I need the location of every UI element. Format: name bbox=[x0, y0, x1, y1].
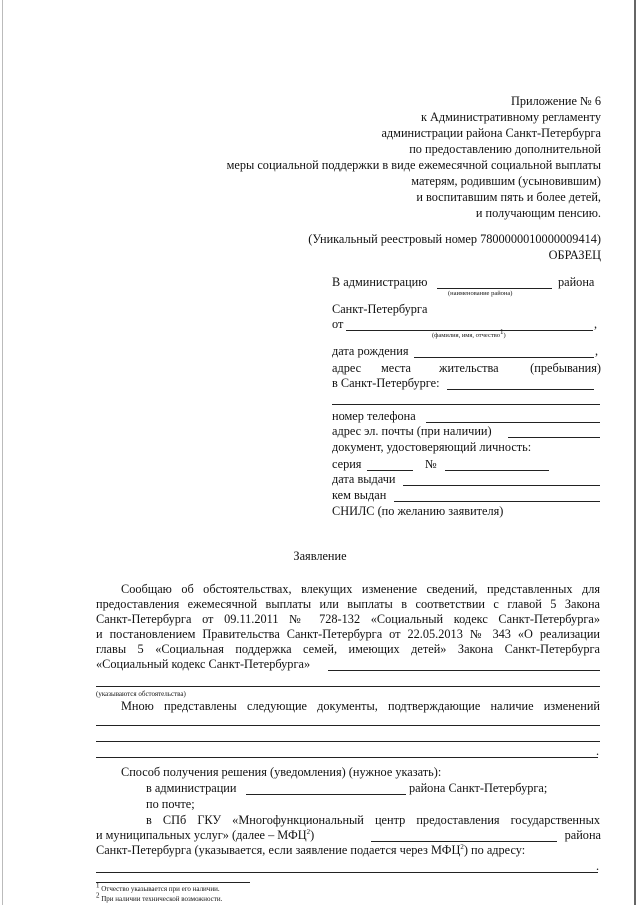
document-title: Заявление bbox=[293, 549, 347, 563]
issue-date-label: дата выдачи bbox=[332, 472, 396, 486]
series-field[interactable] bbox=[367, 470, 413, 471]
snils-label: СНИЛС (по желанию заявителя) bbox=[332, 504, 504, 518]
sample-label: ОБРАЗЕЦ bbox=[548, 248, 601, 262]
district-field[interactable] bbox=[437, 288, 552, 289]
option-mfc-line-2: и муниципальных услуг» (далее – МФЦ$^2$) bbox=[96, 827, 315, 842]
district-hint: (наименование района) bbox=[448, 290, 513, 297]
header-line: и воспитавшим пять и более детей, bbox=[416, 190, 601, 204]
mfc-address-field[interactable] bbox=[96, 872, 598, 873]
body-line-1: Сообщаю об обстоятельствах, влекущих изменение сведений, представленных для bbox=[121, 582, 600, 596]
option-admin-tail: района Санкт-Петербурга; bbox=[409, 781, 548, 795]
issued-by-field[interactable] bbox=[394, 501, 600, 502]
footnote-separator bbox=[96, 882, 250, 883]
header-line: матерям, родившим (усыновившим) bbox=[411, 174, 601, 188]
option-mfc-line-3: Санкт-Петербурга (указывается, если заявление подается через МФЦ$^2$) по адресу: bbox=[96, 842, 526, 857]
scan-edge-right bbox=[634, 0, 636, 905]
circumstances-hint: (указываются обстоятельства) bbox=[96, 690, 186, 698]
city-label: Санкт-Петербурга bbox=[332, 302, 428, 316]
id-document-label: документ, удостоверяющий личность: bbox=[332, 440, 532, 454]
header-line: к Административному регламенту bbox=[420, 110, 601, 124]
footnote-1: $^1$ Отчество указывается при его наличии. bbox=[96, 881, 220, 893]
birth-date-label: дата рождения bbox=[332, 344, 409, 358]
residence-word-1: адрес bbox=[332, 361, 362, 375]
option-mfc-line-1: в СПб ГКУ «Многофункциональный центр предоставления государственных bbox=[146, 813, 600, 827]
body-line-3: Санкт-Петербурга от 09.11.2011 № 728-132 «Социальный кодекс Санкт-Петербурга» bbox=[96, 612, 600, 626]
documents-field-2[interactable] bbox=[96, 741, 600, 742]
body-line-6: «Социальный кодекс Санкт-Петербурга» bbox=[96, 657, 311, 671]
header-line: меры социальной поддержки в виде ежемесячной социальной выплаты bbox=[226, 158, 601, 172]
registry-number: (Уникальный реестровый номер 7800000010000009414) bbox=[308, 232, 601, 246]
documents-field-3[interactable] bbox=[96, 757, 598, 758]
comma: , bbox=[595, 344, 599, 358]
residence-word-2: места bbox=[381, 361, 411, 375]
phone-label: номер телефона bbox=[332, 409, 416, 423]
phone-field[interactable] bbox=[426, 422, 600, 423]
option-mfc-district: района bbox=[564, 828, 601, 842]
applicant-name-field[interactable] bbox=[346, 330, 593, 331]
number-field[interactable] bbox=[445, 470, 549, 471]
period: . bbox=[596, 859, 600, 873]
from-label: от bbox=[332, 317, 344, 331]
body-line-5: главы 5 «Социальная поддержка семей, имеющих детей» Закона Санкт-Петербурга bbox=[96, 642, 600, 656]
documents-field-1[interactable] bbox=[96, 725, 600, 726]
residence-word-4: (пребывания) bbox=[530, 361, 601, 375]
issued-by-label: кем выдан bbox=[332, 488, 387, 502]
header-line: администрации района Санкт-Петербурга bbox=[381, 126, 601, 140]
number-label: № bbox=[425, 457, 437, 471]
residence-word-3: жительства bbox=[439, 361, 499, 375]
option-admin-label: в администрации bbox=[146, 781, 237, 795]
body-line-2: предоставления ежемесячной выплаты или выплаты в соответствии с главой 5 Закона bbox=[96, 597, 600, 611]
series-label: серия bbox=[332, 457, 362, 471]
body-line-4: и постановлением Правительства Санкт-Петербурга от 22.05.2013 № 343 «О реализации bbox=[96, 627, 600, 641]
method-label: Способ получения решения (уведомления) (нужное указать): bbox=[121, 765, 442, 779]
email-label: адрес эл. почты (при наличии) bbox=[332, 424, 492, 438]
period: . bbox=[596, 744, 600, 758]
circumstances-field[interactable] bbox=[328, 670, 600, 671]
comma: , bbox=[594, 317, 598, 331]
to-admin-label: В администрацию bbox=[332, 275, 428, 289]
birth-date-field[interactable] bbox=[414, 357, 594, 358]
residence-field-continued[interactable] bbox=[332, 404, 600, 405]
appendix-number: Приложение № 6 bbox=[510, 94, 601, 108]
mfc-field[interactable] bbox=[371, 841, 557, 842]
documents-statement: Мною представлены следующие документы, подтверждающие наличие изменений bbox=[121, 699, 600, 713]
issue-date-field[interactable] bbox=[403, 485, 600, 486]
option-mail-label: по почте; bbox=[146, 797, 195, 811]
email-field[interactable] bbox=[508, 437, 600, 438]
residence-city-label: в Санкт-Петербурге: bbox=[332, 376, 440, 390]
footnote-2: $^2$ При наличии технической возможности. bbox=[96, 891, 223, 903]
district-word: района bbox=[558, 275, 595, 289]
header-line: по предоставлению дополнительной bbox=[409, 142, 601, 156]
name-hint: (фамилия, имя, отчество$^1$) bbox=[432, 328, 506, 340]
circumstances-field-continued[interactable] bbox=[96, 686, 600, 687]
residence-field[interactable] bbox=[447, 389, 594, 390]
scan-edge-left bbox=[2, 0, 3, 905]
header-line: и получающим пенсию. bbox=[475, 206, 601, 220]
option-admin-district-field[interactable] bbox=[246, 794, 406, 795]
